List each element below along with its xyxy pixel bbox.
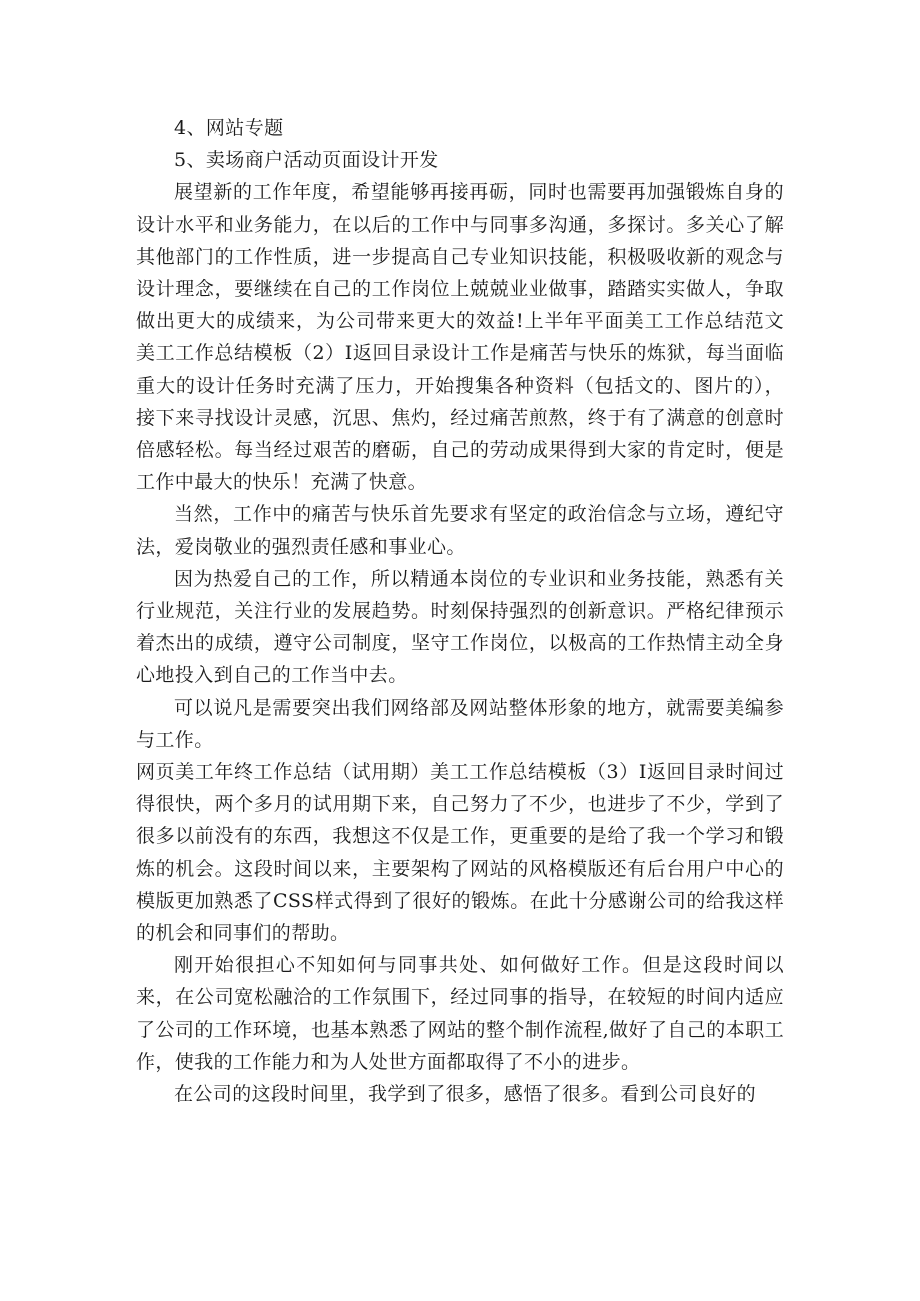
paragraph-5: 因为热爱自己的工作，所以精通本岗位的专业识和业务技能，熟悉有关行业规范，关注行业的发展趋势。时刻保持强烈的创新意识。严格纪律预示着杰出的成绩，遵守公司制度，坚守工作岗位，以极高的工作热情主动全身心地投入到自己的工作当中去。	[136, 567, 784, 687]
paragraph-8: 刚开始很担心不知如何与同事共处、如何做好工作。但是这段时间以来，在公司宽松融洽的工作氛围下，经过同事的指导，在较短的时间内适应了公司的工作环境，也基本熟悉了网站的整个制作流程,做好了自己的本职工作，使我的工作能力和为人处世方面都取得了不小的进步。	[136, 954, 784, 1073]
paragraph-3: 展望新的工作年度，希望能够再接再砺，同时也需要再加强锻炼自身的设计水平和业务能力，在以后的工作中与同事多沟通，多探讨。多关心了解其他部门的工作性质，进一步提高自己专业知识技能，积极吸收新的观念与设计理念，要继续在自己的工作岗位上兢兢业业做事，踏踏实实做人，争取做出更大的成绩来，为公司带来更大的效益!上半年平面美工工作总结范文美工工作总结模板（2）I返回目录设计工作是痛苦与快乐的炼狱，每当面临重大的设计任务时充满了压力，开始搜集各种资料（包括文的、图片的），接下来寻找设计灵感，沉思、焦灼，经过痛苦煎熬，终于有了满意的创意时倍感轻松。每当经过艰苦的磨砺，自己的劳动成果得到大家的肯定时，便是工作中最大的快乐！充满了快意。	[136, 181, 784, 494]
paragraph-9: 在公司的这段时间里，我学到了很多，感悟了很多。看到公司良好的	[174, 1083, 757, 1106]
paragraph-6: 可以说凡是需要突出我们网络部及网站整体形象的地方，就需要美编参与工作。	[136, 696, 784, 751]
paragraph-2: 5、卖场商户活动页面设计开发	[174, 149, 439, 172]
document-body	[136, 112, 784, 1110]
paragraph-1: 4、网站专题	[174, 117, 284, 139]
paragraph-4: 当然，工作中的痛苦与快乐首先要求有坚定的政治信念与立场，遵纪守法，爱岗敬业的强烈责任感和事业心。	[136, 503, 784, 558]
paragraph-7: 网页美工年终工作总结（试用期）美工工作总结模板（3）I返回目录时间过得很快，两个多月的试用期下来，自己努力了不少，也进步了不少，学到了很多以前没有的东西，我想这不仅是工作，更重要的是给了我一个学习和锻炼的机会。这段时间以来，主要架构了网站的风格模版还有后台用户中心的模版更加熟悉了CSS样式得到了很好的锻炼。在此十分感谢公司的给我这样的机会和同事们的帮助。	[136, 761, 784, 945]
